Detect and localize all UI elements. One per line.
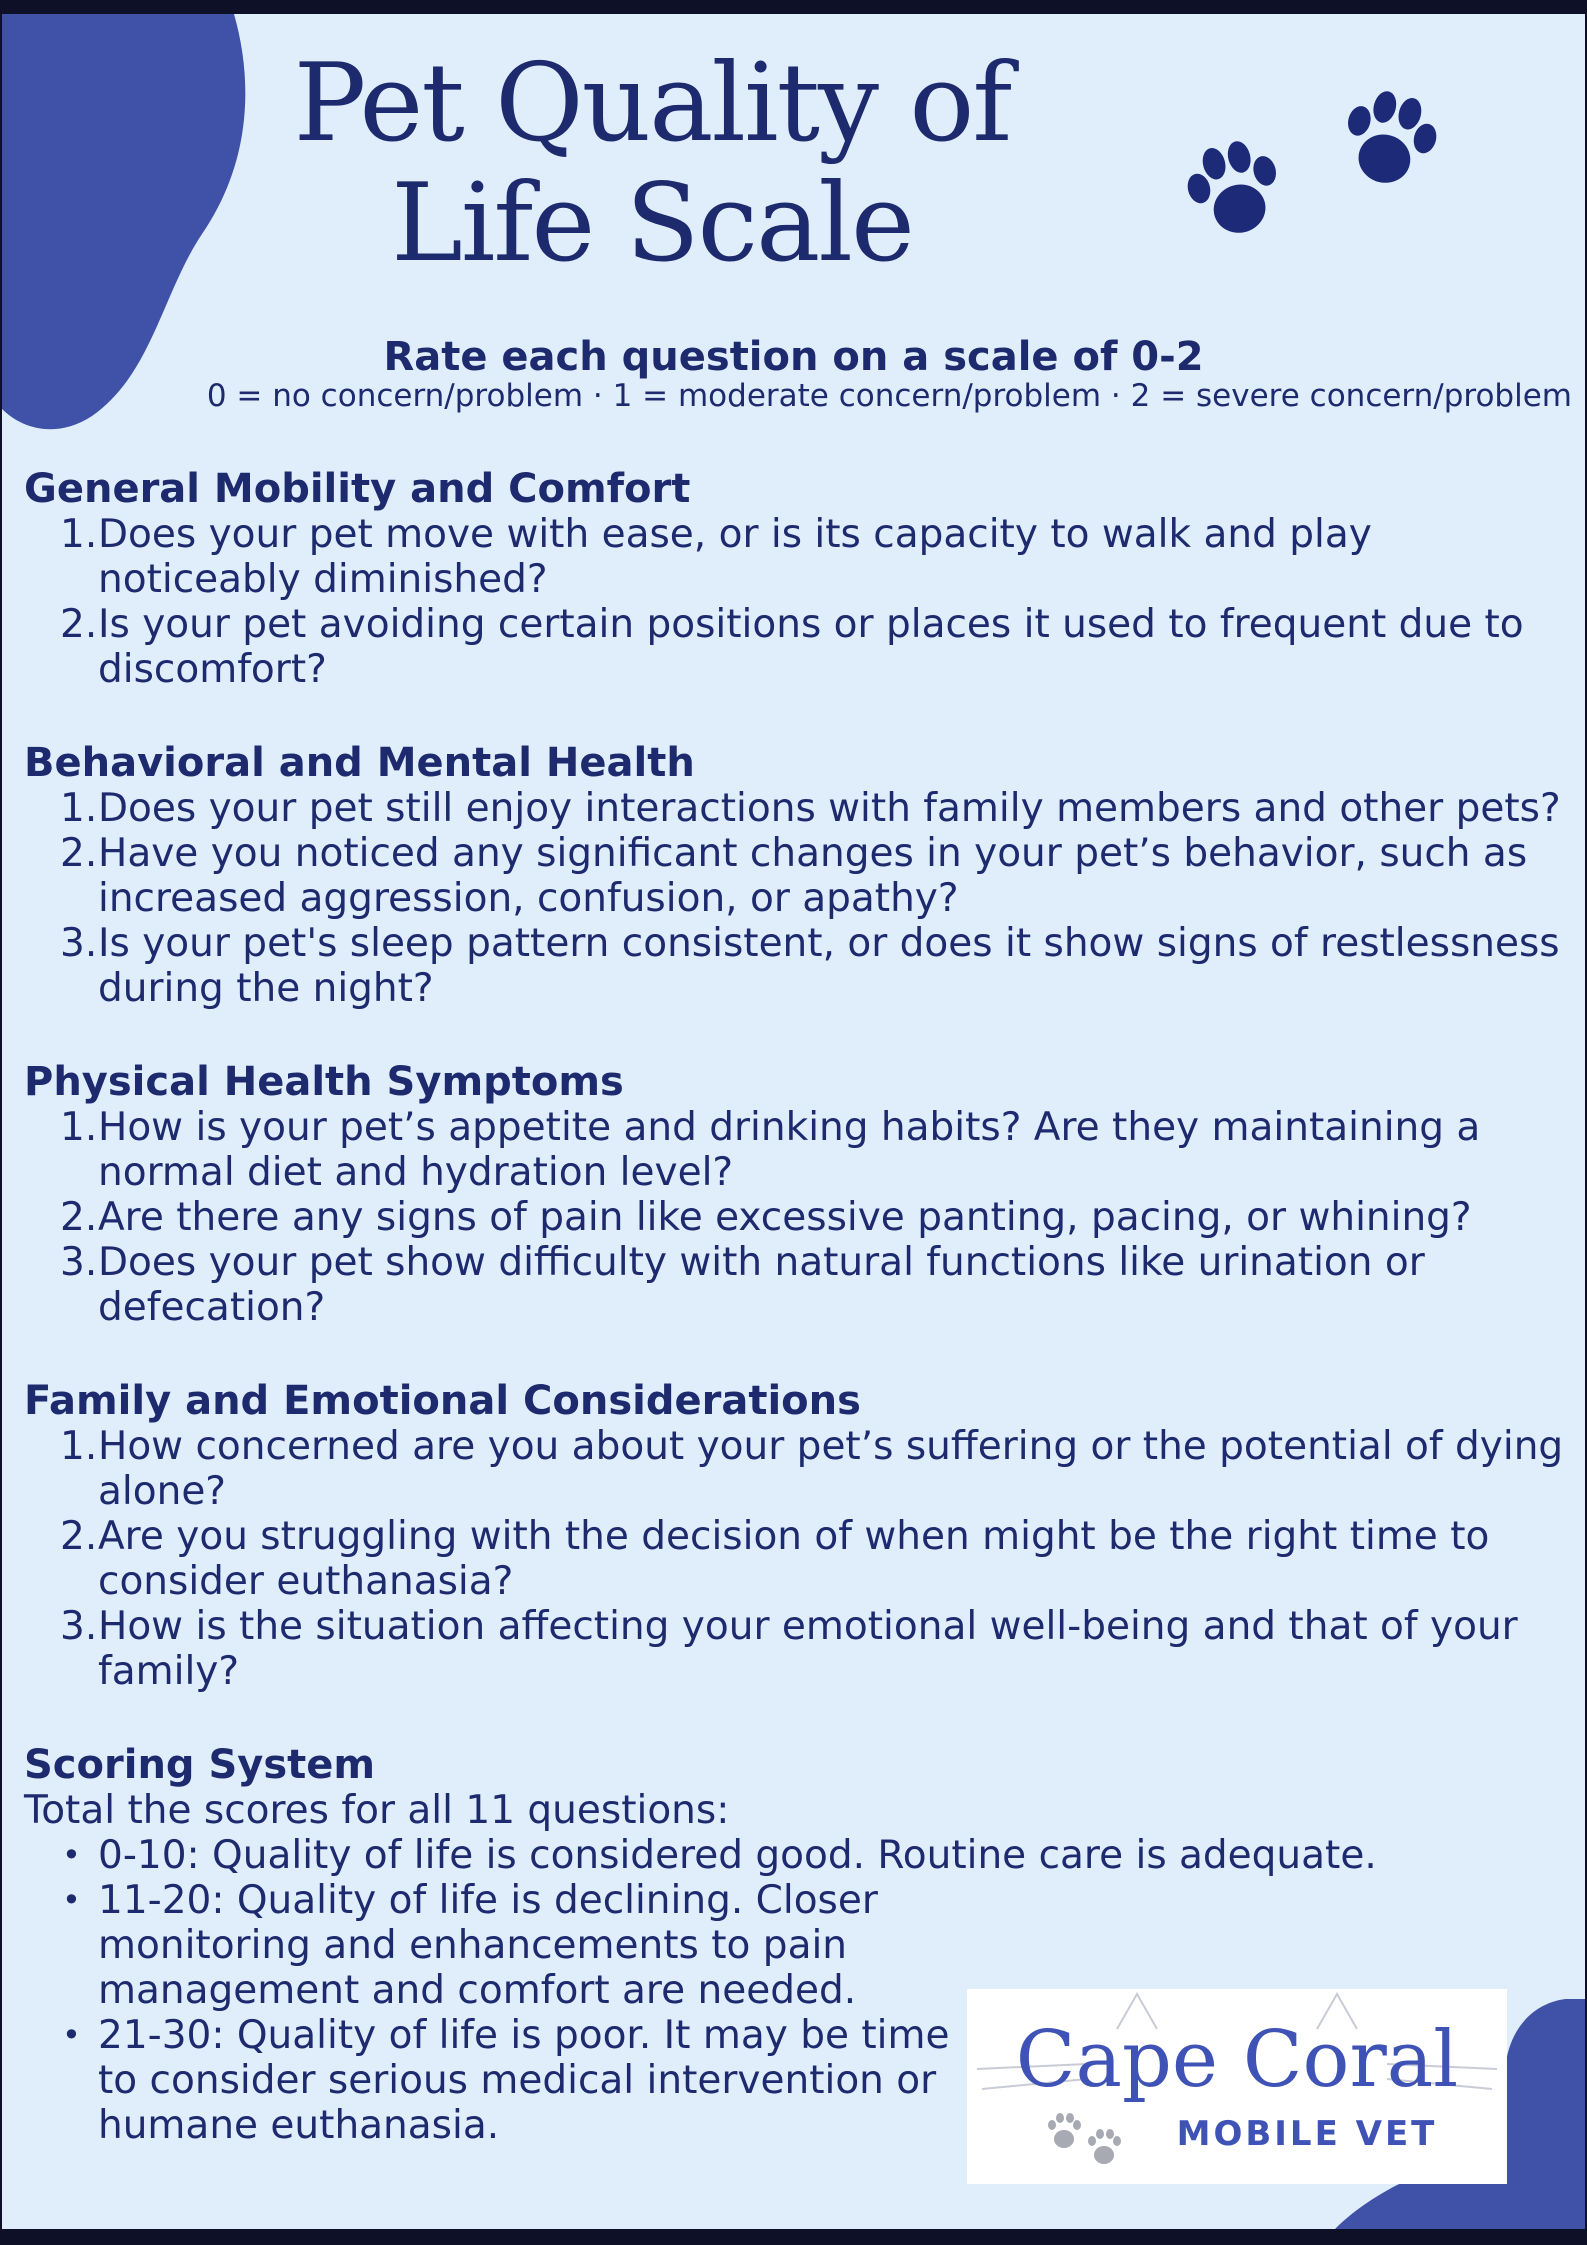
document-page	[2, 14, 1585, 2229]
question-number: 3.	[60, 921, 98, 966]
title-line-1: Pet Quality of	[293, 41, 1011, 166]
question-text: Does your pet still enjoy interactions with family members and other pets?	[98, 786, 1561, 831]
score-range-text: 11-20: Quality of life is declining. Closer monitoring and enhancements to pain management and comfort are needed.	[98, 1878, 878, 2013]
score-range-item	[24, 2013, 978, 2148]
section-mobility	[24, 466, 1579, 692]
section-physical	[24, 1059, 1579, 1330]
section-title: Family and Emotional Considerations	[24, 1378, 861, 1424]
question-text: Does your pet show difficulty with natural functions like urination or defecation?	[98, 1240, 1425, 1330]
score-range-text: 0-10: Quality of life is considered good. Routine care is adequate.	[98, 1833, 1377, 1878]
bullet-icon: •	[62, 1881, 81, 1919]
question-number: 2.	[60, 602, 98, 647]
question-number: 2.	[60, 831, 98, 876]
question-number: 2.	[60, 1195, 98, 1240]
section-title: Behavioral and Mental Health	[24, 740, 695, 786]
rating-heading: Rate each question on a scale of 0-2	[383, 334, 1204, 380]
question-number: 1.	[60, 512, 98, 557]
question-number: 3.	[60, 1240, 98, 1285]
question-text: How is the situation affecting your emotional well-being and that of your family?	[98, 1604, 1518, 1694]
question-item	[24, 1195, 1579, 1240]
section-title: Scoring System	[24, 1742, 376, 1788]
question-item	[24, 921, 1579, 1011]
clinic-logo	[967, 1989, 1507, 2184]
question-text: Have you noticed any significant changes in your pet’s behavior, such as increased aggression, confusion, or apathy?	[98, 831, 1528, 921]
question-item	[24, 1514, 1579, 1604]
question-text: Are you struggling with the decision of when might be the right time to consider euthanasia?	[98, 1514, 1490, 1604]
score-range-text: 21-30: Quality of life is poor. It may be time to consider serious medical intervention or humane euthanasia.	[98, 2013, 950, 2148]
paw-icon	[1042, 2109, 1132, 2169]
section-family	[24, 1378, 1579, 1694]
page-title	[242, 41, 1062, 286]
question-item	[24, 1105, 1579, 1195]
bullet-icon: •	[62, 1836, 81, 1874]
logo-tagline: MOBILE VET	[1176, 2114, 1438, 2154]
question-item	[24, 831, 1579, 921]
section-title: General Mobility and Comfort	[24, 466, 691, 512]
question-number: 1.	[60, 1424, 98, 1469]
question-item	[24, 1240, 1579, 1330]
paw-prints-icon	[1167, 69, 1467, 269]
question-list	[24, 512, 1579, 692]
section-behavioral	[24, 740, 1579, 1011]
question-text: Are there any signs of pain like excessive panting, pacing, or whining?	[98, 1195, 1472, 1240]
question-list	[24, 1105, 1579, 1330]
question-text: Does your pet move with ease, or is its capacity to walk and play noticeably diminished?	[98, 512, 1372, 602]
question-number: 1.	[60, 786, 98, 831]
bullet-icon: •	[62, 2016, 81, 2054]
score-range-item	[24, 1878, 978, 2013]
title-line-2: Life Scale	[391, 161, 913, 286]
question-list	[24, 786, 1579, 1011]
question-text: How concerned are you about your pet’s suffering or the potential of dying alone?	[98, 1424, 1564, 1514]
logo-wordmark: Cape Coral	[1015, 2015, 1459, 2105]
question-item	[24, 1604, 1579, 1694]
question-text: Is your pet avoiding certain positions or places it used to frequent due to discomfort?	[98, 602, 1524, 692]
question-item	[24, 602, 1579, 692]
question-text: How is your pet’s appetite and drinking habits? Are they maintaining a normal diet and hydration level?	[98, 1105, 1481, 1195]
question-text: Is your pet's sleep pattern consistent, or does it show signs of restlessness during the night?	[98, 921, 1560, 1011]
scoring-intro: Total the scores for all 11 questions:	[24, 1788, 730, 1833]
question-item	[24, 512, 1579, 602]
question-number: 2.	[60, 1514, 98, 1559]
questionnaire	[24, 466, 1579, 2196]
score-range-item	[24, 1833, 1579, 1878]
question-list	[24, 1424, 1579, 1694]
question-item	[24, 786, 1579, 831]
rating-legend: 0 = no concern/problem · 1 = moderate concern/problem · 2 = severe concern/problem	[206, 378, 1572, 414]
question-item	[24, 1424, 1579, 1514]
question-number: 3.	[60, 1604, 98, 1649]
section-title: Physical Health Symptoms	[24, 1059, 624, 1105]
question-number: 1.	[60, 1105, 98, 1150]
